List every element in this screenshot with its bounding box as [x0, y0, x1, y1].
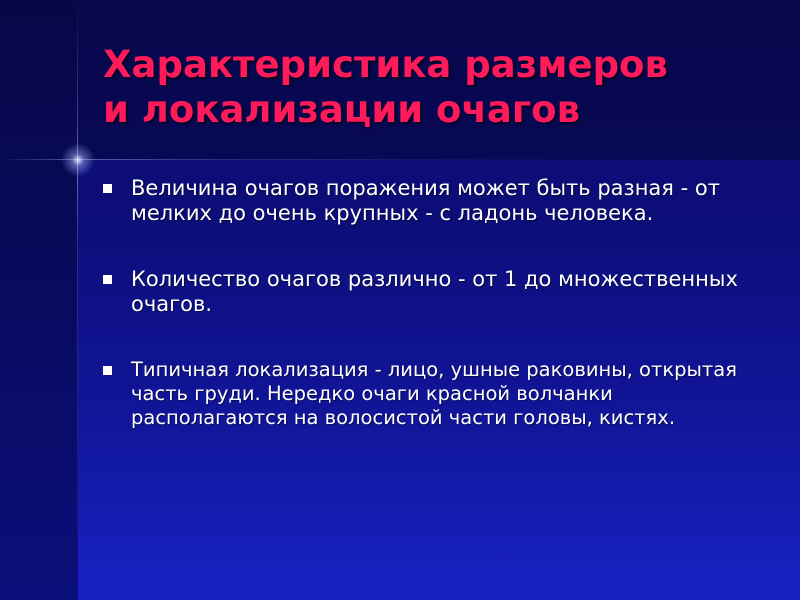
vertical-accent-line — [77, 0, 78, 600]
square-bullet-icon — [103, 275, 112, 284]
sparkle-decoration — [61, 143, 95, 177]
slide-title-line-2: и локализации очагов — [103, 88, 581, 131]
horizontal-accent-line — [0, 159, 800, 160]
bullet-item — [103, 358, 753, 430]
left-decorative-band — [0, 0, 78, 600]
bullet-text: Величина очагов поражения может быть разная - от мелких до очень крупных - с ладонь человека. — [131, 176, 720, 225]
bullet-text: Типичная локализация - лицо, ушные раковины, открытая часть груди. Нередко очаги красной волчанки располагаются на волосистой части головы, кистях. — [131, 358, 737, 429]
square-bullet-icon — [103, 184, 112, 193]
square-bullet-icon — [103, 366, 112, 375]
slide-title-line-1: Характеристика размеров — [103, 43, 668, 86]
bullet-item — [103, 176, 753, 226]
bullet-item — [103, 267, 753, 317]
slide-title — [103, 42, 783, 132]
bullet-text: Количество очагов различно - от 1 до множественных очагов. — [131, 267, 738, 316]
bullet-list — [103, 176, 753, 430]
